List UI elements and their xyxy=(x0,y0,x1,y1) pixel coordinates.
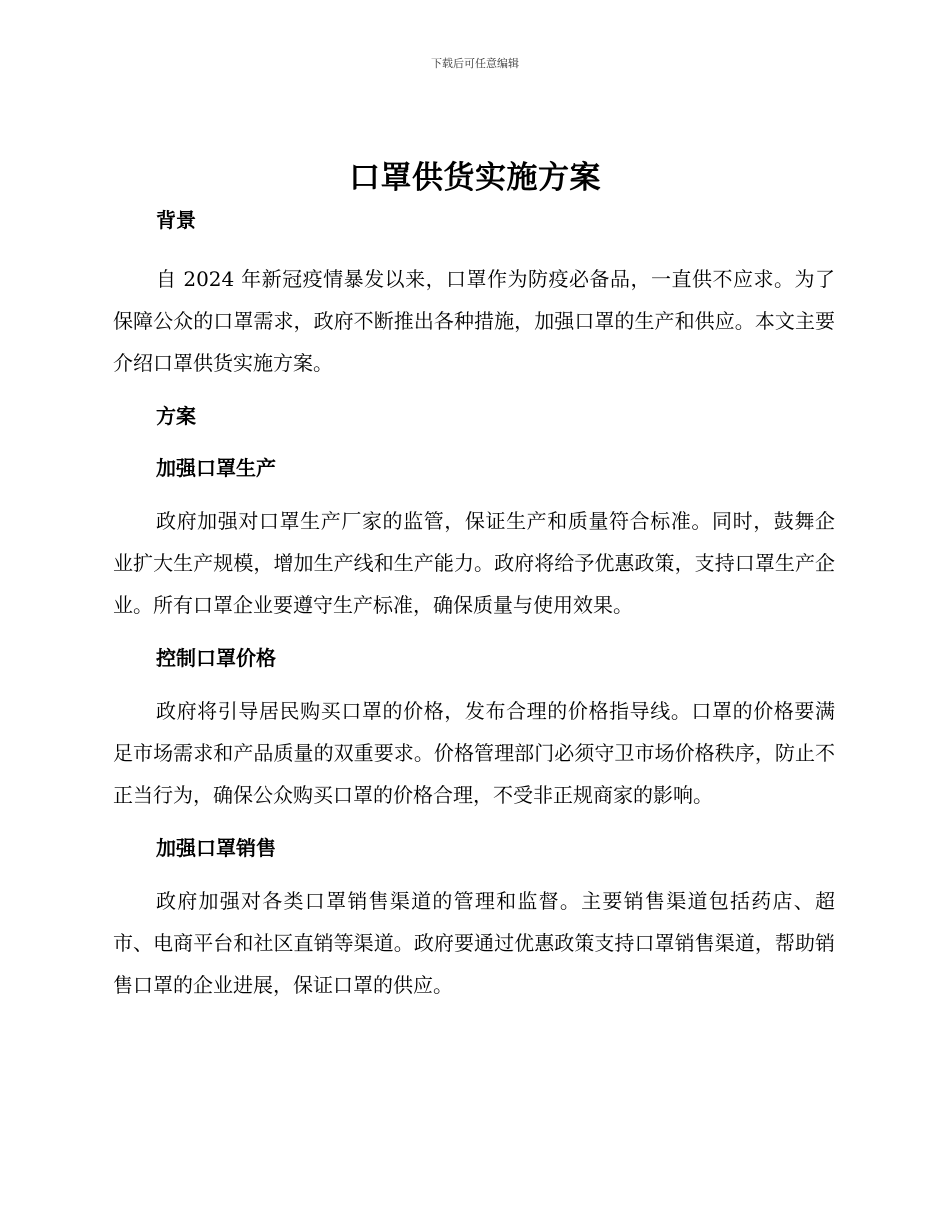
section-heading-background: 背景 xyxy=(156,208,196,232)
document-title: 口罩供货实施方案 xyxy=(349,160,601,196)
spacer xyxy=(113,384,835,396)
section-heading-price: 控制口罩价格 xyxy=(156,646,276,670)
spacer xyxy=(113,488,835,500)
section-heading-plan: 方案 xyxy=(156,404,196,428)
spacer xyxy=(113,240,835,258)
header-note: 下载后可任意编辑 xyxy=(431,57,519,70)
paragraph-background: 自 2024 年新冠疫情暴发以来，口罩作为防疫必备品，一直供不应求。为了保障公众的口罩需求，政府不断推出各种措施，加强口罩的生产和供应。本文主要介绍口罩供货实施方案。 xyxy=(113,267,835,375)
document-body xyxy=(113,200,835,1006)
spacer xyxy=(113,678,835,690)
section-heading-sales: 加强口罩销售 xyxy=(156,836,276,860)
spacer xyxy=(113,436,835,448)
spacer xyxy=(113,816,835,828)
spacer xyxy=(113,868,835,880)
spacer xyxy=(113,626,835,638)
paragraph-production: 政府加强对口罩生产厂家的监管，保证生产和质量符合标准。同时，鼓舞企业扩大生产规模，增加生产线和生产能力。政府将给予优惠政策，支持口罩生产企业。所有口罩企业要遵守生产标准，确保质量与使用效果。 xyxy=(113,509,835,617)
paragraph-price: 政府将引导居民购买口罩的价格，发布合理的价格指导线。口罩的价格要满足市场需求和产品质量的双重要求。价格管理部门必须守卫市场价格秩序，防止不正当行为，确保公众购买口罩的价格合理，不受非正规商家的影响。 xyxy=(113,699,835,807)
section-heading-production: 加强口罩生产 xyxy=(156,456,276,480)
paragraph-sales: 政府加强对各类口罩销售渠道的管理和监督。主要销售渠道包括药店、超市、电商平台和社区直销等渠道。政府要通过优惠政策支持口罩销售渠道，帮助销售口罩的企业进展，保证口罩的供应。 xyxy=(113,889,835,997)
